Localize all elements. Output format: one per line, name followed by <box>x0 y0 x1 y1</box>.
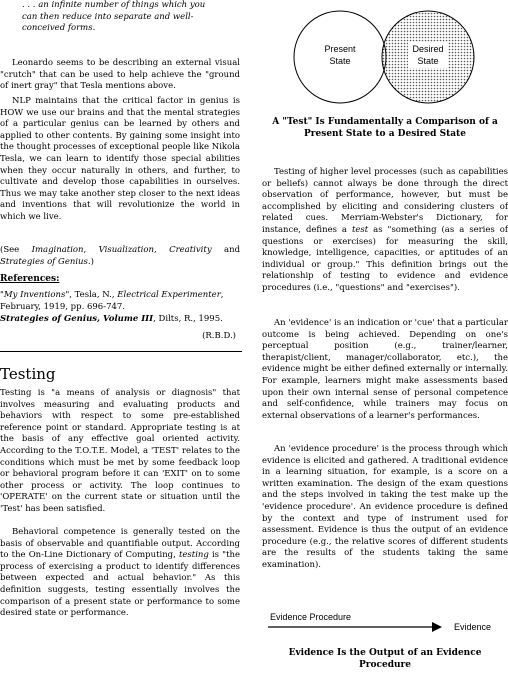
right-paragraph-1: Testing of higher level processes (such as capabilities or beliefs) cannot always be done through the direct observation of performance, however, but must be accomplished by eliciting and considering clusters of related cues. Merriam-Webster's Dictionary, for instance, defines a test as "something (as a series of questions or exercises) for measuring the skill, knowledge, intelligence, capacities, or aptitudes of an individual or group." This definition brings out the relationship of testing to evidence and evidence procedures (i.e., "questions" and "exercises"). <box>262 167 508 293</box>
leonardo-quote: . . . an infinite number of things which you can then reduce into separate and well-conceived forms. <box>22 0 206 34</box>
references-heading: References: <box>0 274 60 284</box>
left-paragraph-1: Leonardo seems to be describing an external visual "crutch" that can be used to help achieve the "ground of inert gray" that Tesla mentions above. <box>0 58 240 92</box>
left-paragraph-2: NLP maintains that the critical factor in genius is HOW we use our brains and that the mental strategies of a particular genius can be learned by others and applied to other contents. By gaining some insight into the thought processes of exceptional people like Nikola Tesla, we can learn to identify those special abilities when they occur naturally in others, and further, to cultivate and develop those capabilities in ourselves. Thus we may take another step closer to the next ideas and inventions that will revolutionize the world in which we live. <box>0 96 240 222</box>
see-also-note: (See Imagination, Visualization, Creativity and Strategies of Genius.) <box>0 245 241 267</box>
figure-caption-1: A "Test" Is Fundamentally a Comparison of a Present State to a Desired State <box>272 117 498 139</box>
testing-paragraph-2: Behavioral competence is generally tested on the basis of observable and quantifiable output. According to the On-Line Dictionary of Computing, testing is "the process of exercising a product to identify differences between expected and actual behavior." As this definition suggests, testing essentially involves the comparison of a present state or performance to some desired state or performance. <box>0 527 240 619</box>
arrow-target-label: Evidence <box>454 622 492 632</box>
arrow-source-label: Evidence Procedure <box>270 612 352 622</box>
right-paragraph-3: An 'evidence procedure' is the process through which evidence is elicited and gathered. A traditional evidence in a learning situation, for example, is a score on a written examination. The design of the exam questions and the steps involved in taking the test make up the 'evidence procedure'. An evidence procedure is defined by the context and type of instrument used for assessment. Evidence is thus the output of an evidence procedure (e.g., the relative scores of different students are the results of the students taking the same examination). <box>262 444 508 570</box>
right-paragraph-2: An 'evidence' is an indication or 'cue' that a particular outcome is being achieved. Depending on one's perceptual position (e.g., trainer/learner, therapist/client, manager/collaborator, etc.), the evidence might be either defined externally or internally. For example, learners might make assessments based upon their own internal sense of personal competence and self-confidence, while trainers may focus on external observations of a learner's performances. <box>262 318 508 421</box>
author-signature: (R.B.D.) <box>202 331 236 341</box>
figure-caption-2: Evidence Is the Output of an Evidence Procedure <box>288 648 482 670</box>
venn-diagram <box>262 0 508 110</box>
section-title: Testing <box>0 365 56 383</box>
section-divider <box>0 351 242 352</box>
testing-paragraph-1: Testing is "a means of analysis or diagnosis" that involves measuring and evaluating products and behaviors with respect to some pre-established reference point or standard. Appropriate testing is at the basis of any effective goal oriented activity. According to the T.O.T.E. Model, a 'TEST' relates to the conditions which must be met by some feedback loop or behavioral program before it can 'EXIT' on to some other process or activity. The loop continues to 'OPERATE' on the current state or situation until the 'Test' has been satisfied. <box>0 388 240 514</box>
reference-tesla: "My Inventions", Tesla, N., Electrical Experimenter, February, 1919, pp. 696-747. <box>0 290 224 312</box>
desired-label-line2: State <box>417 56 439 66</box>
present-label-line2: State <box>329 56 351 66</box>
desired-label-line1: Desired <box>412 44 444 54</box>
reference-dilts: Strategies of Genius, Volume III, Dilts, R., 1995. <box>0 314 223 324</box>
present-label-line1: Present <box>324 44 356 54</box>
